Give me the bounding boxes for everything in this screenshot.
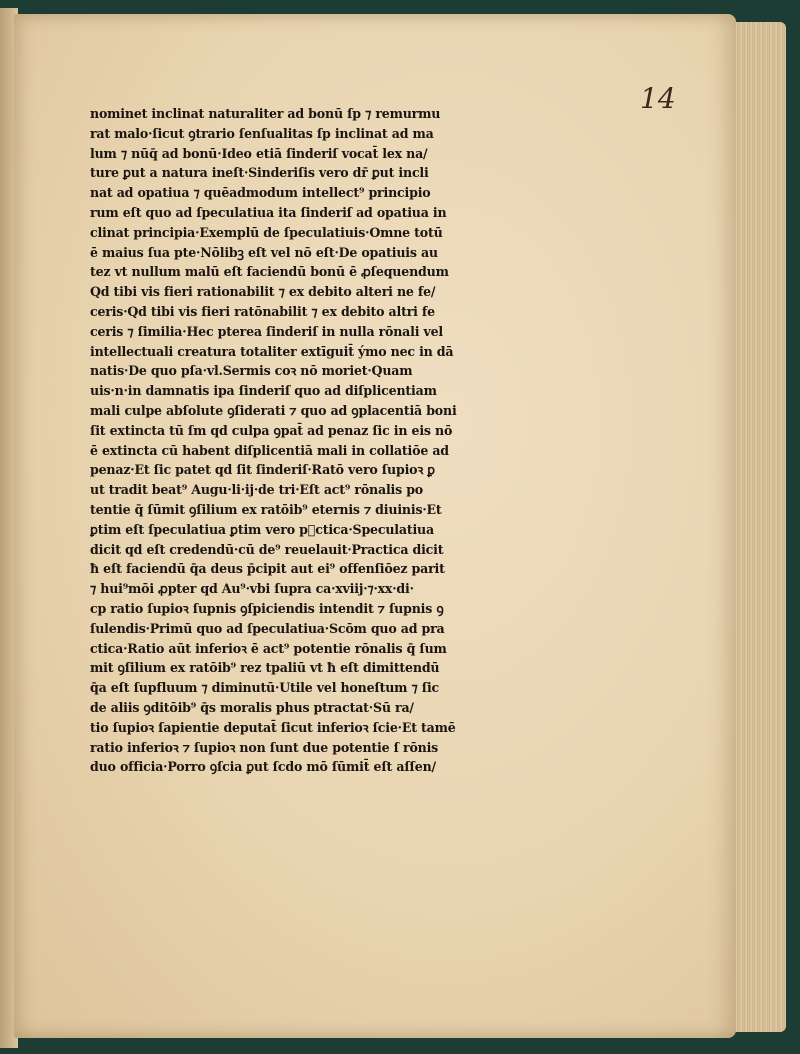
text-line: penaz·Et ſic patet qd ſit ſinderiſ·Ratō vero ſupioꝛ ꝑ xyxy=(90,462,435,478)
folio-number: 14 xyxy=(640,82,676,115)
text-line: ſit extincta tū ſm qd culpa ꝯpat̄ ad penaz ſic in eis nō xyxy=(90,422,453,438)
text-line: ceris·Qd tibi vis fieri ratōnabilit ⁊ ex debito altri fe xyxy=(90,303,435,319)
text-line: ture ꝑut a natura ineſt·Sinderiſis vero dr̄ ꝑut incli xyxy=(90,165,429,181)
text-line: ratio inferioꝛ ⁊ ſupioꝛ non ſunt due potentie ſ rōnis xyxy=(90,739,439,755)
text-line: duo officia·Porro ꝯſcia ꝑut ſcdo mō ſūmit̄ eſt aſſen/ xyxy=(90,759,436,775)
text-line: ꝑtim eſt ſpeculatiua ꝑtim vero pᷓctica·Speculatiua xyxy=(90,521,434,537)
text-line: ħ eſt faciendū q̄a deus p̄cipit aut ei⁹ offenſiōez parit xyxy=(90,561,445,577)
text-line: ⁊ hui⁹mōi ꝓpter qd Au⁹·vbi ſupra ca·xviij·⁊·xx·di· xyxy=(90,581,414,597)
text-line: q̄a eſt ſupfluum ⁊ diminutū·Utile vel honeſtum ⁊ ſic xyxy=(90,680,440,696)
text-line: tez vt nullum malū eſt faciendū bonū ē ꝓſequendum xyxy=(90,264,449,280)
text-line: natis·De quo pſa·vl.Sermis coꝛ nō moriet·Quam xyxy=(90,363,413,379)
text-line: nat ad opatiua ⁊ quēadmodum intellect⁹ principio xyxy=(90,185,431,201)
text-line: clinat principia·Exemplū de ſpeculatiuis·Omne totū xyxy=(90,224,443,240)
text-line: cp ratio ſupioꝛ ſupnis ꝯſpiciendis intendit ⁊ ſupnis ꝯ xyxy=(90,600,444,616)
text-line: ē maius ſua pte·Nōlibꝫ eſt vel nō eſt·De opatiuis au xyxy=(90,244,438,260)
text-line: ē extincta cū habent diſplicentiā mali in collatiōe ad xyxy=(90,442,449,458)
text-line: mit ꝯſilium ex ratōib⁹ rez tpaliū vt ħ eſt dimittendū xyxy=(90,660,440,676)
text-line: uis·n·in damnatis ipa ſinderiſ quo ad diſplicentiam xyxy=(90,383,437,399)
text-line: ceris ⁊ ſimilia·Hec pterea ſinderiſ in nulla rōnali vel xyxy=(90,323,444,339)
text-line: de aliis ꝯditōib⁹ q̄s moralis phus ptractat·Sū ra/ xyxy=(90,699,414,715)
text-line: ut tradit beat⁹ Augu·li·ij·de tri·Eſt act⁹ rōnalis po xyxy=(90,482,423,498)
text-line: ſulendis·Primū quo ad ſpeculatiua·Scōm quo ad pra xyxy=(90,620,445,636)
text-line: mali culpe abſolute ꝯſiderati ⁊ quo ad ꝯplacentiā boni xyxy=(90,402,457,418)
text-line: tio ſupioꝛ ſapientie deputat̄ ſicut inferioꝛ ſcie·Et tamē xyxy=(90,719,456,735)
text-line: tentie q̄ ſūmit ꝯſilium ex ratōib⁹ eternis ⁊ diuinis·Et xyxy=(90,501,442,517)
text-line: rat malo·ſicut ꝯtrario ſenſualitas ſp inclinat ad ma xyxy=(90,125,434,141)
text-line: nominet inclinat naturaliter ad bonū ſp ⁊ remurmu xyxy=(90,106,441,121)
text-line: intellectuali creatura totaliter extīguit̄ ýmo nec in dā xyxy=(90,343,454,359)
text-line: Qd tibi vis fieri rationabilit ⁊ ex debito alteri ne fe/ xyxy=(90,284,436,300)
text-line: dicit qd eſt credendū·cū de⁹ reuelauit·Practica dicit xyxy=(90,541,444,557)
text-line: lum ⁊ nūq̄ ad bonū·Ideo etiā ſinderiſ vocat̄ lex na/ xyxy=(90,145,428,161)
text-block xyxy=(90,104,520,777)
text-line: rum eſt quo ad ſpeculatiua ita ſinderiſ ad opatiua in xyxy=(90,204,447,220)
text-line: ctica·Ratio aūt inferioꝛ ē act⁹ potentie rōnalis q̄ ſum xyxy=(90,640,447,656)
